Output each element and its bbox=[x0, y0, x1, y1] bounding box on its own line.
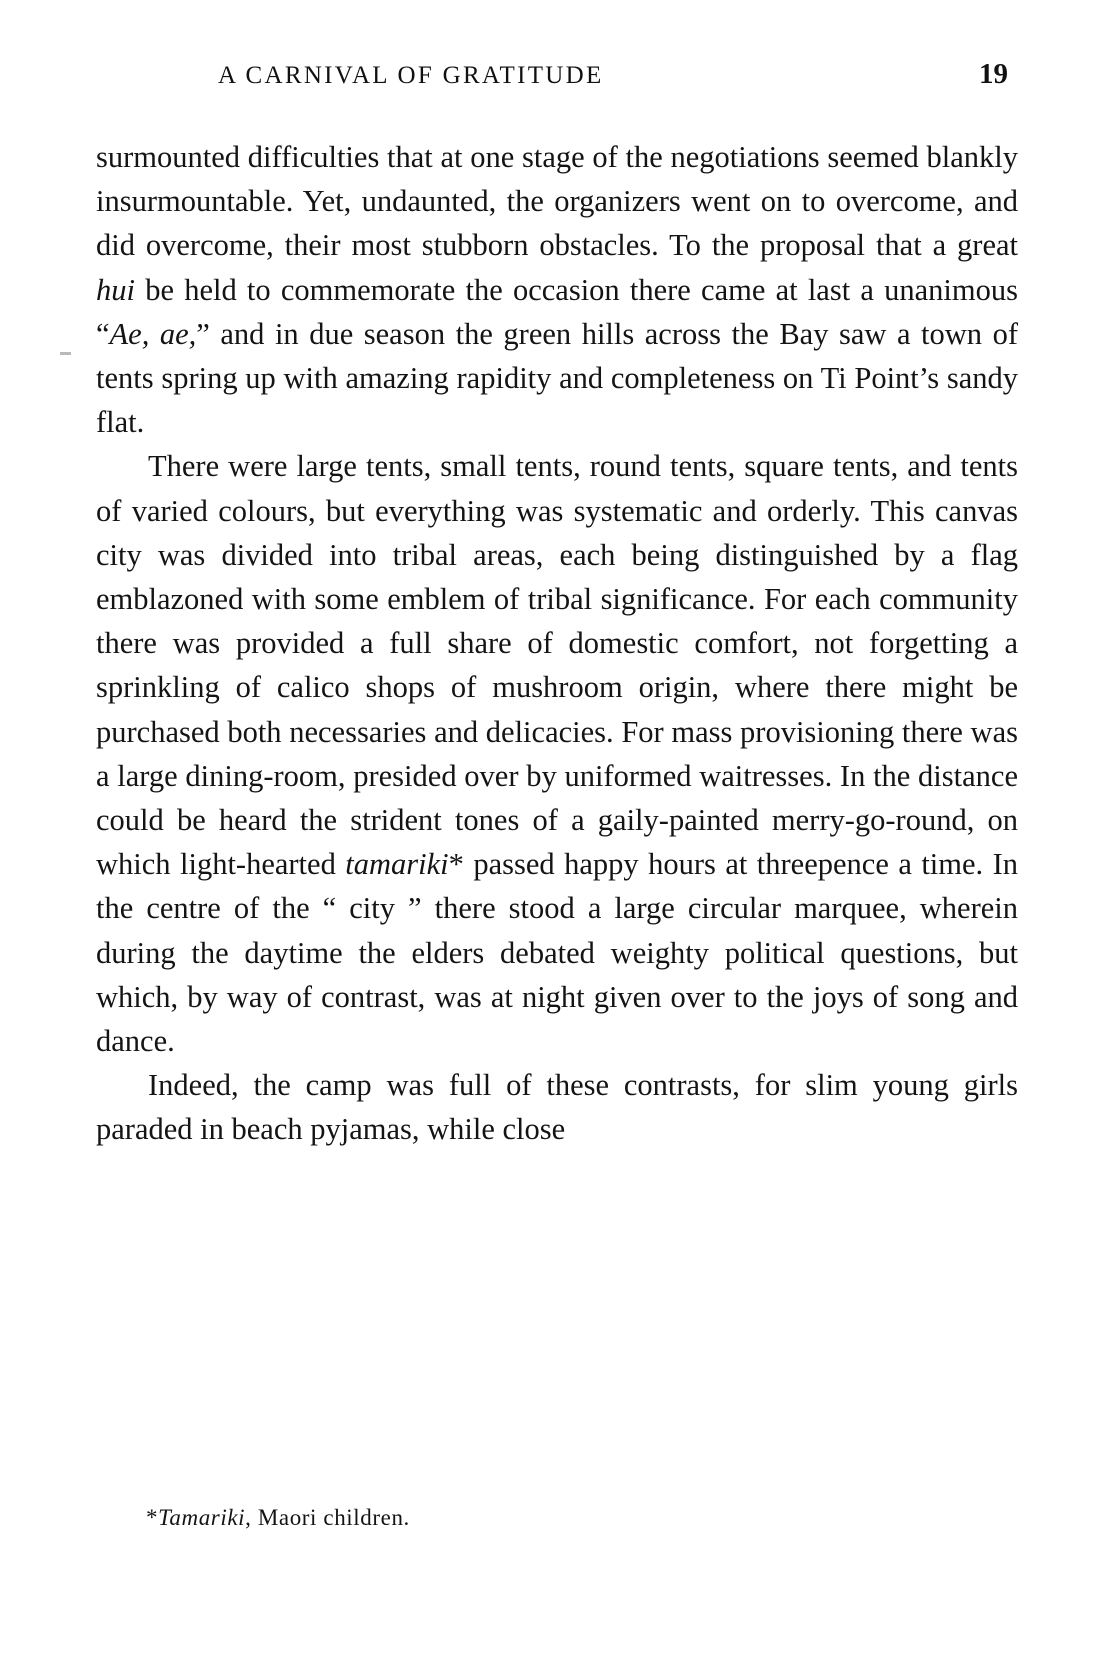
body-text bbox=[96, 135, 1018, 1152]
text-run: ” and in due season the green hills across the Bay saw a town of tents spring up with amazing rapidity and completeness on Ti Point’s sandy flat. bbox=[96, 316, 1018, 440]
body-paragraph bbox=[96, 135, 1018, 444]
text-run: surmounted difficulties that at one stage of the negotiations seemed blankly insurmountable. Yet, undaunted, the organizers went on to overcome, and did overcome, their most stubborn obstacles. To the proposal that a great bbox=[96, 140, 1018, 263]
footnote bbox=[96, 1503, 976, 1533]
text-run: * passed happy hours at threepence a time. In the centre of the “ city ” there stood a large circular marquee, wherein during the daytime the elders debated weighty political questions, but which, by way of contrast, was at night given over to the joys of song and dance. bbox=[96, 847, 1019, 1059]
italic-run: hui bbox=[96, 272, 135, 307]
footnote-term: Tamariki bbox=[158, 1505, 246, 1530]
text-run: be held to commemorate the occasion there came at last a unanimous “ bbox=[96, 272, 1018, 351]
footnote-marker: * bbox=[146, 1505, 159, 1530]
page-number: 19 bbox=[979, 58, 1008, 90]
italic-run: Ae, ae, bbox=[109, 316, 197, 351]
running-head bbox=[96, 58, 1018, 91]
page-edge-mark bbox=[60, 352, 71, 355]
italic-run: tamariki bbox=[345, 847, 449, 882]
text-run: There were large tents, small tents, round tents, square tents, and tents of varied colours, but everything was systematic and orderly. This canvas city was divided into tribal areas, each being distinguished by a flag emblazoned with some emblem of tribal significance. For each community there was provided a full share of domestic comfort, not forgetting a sprinkling of calico shops of mushroom origin, where there might be purchased both necessaries and delicacies. For mass provisioning there was a large dining-room, presided over by uniformed waitresses. In the distance could be heard the strident tones of a gaily-painted merry-go-round, on which light-hearted bbox=[96, 449, 1018, 882]
running-title: A CARNIVAL OF GRATITUDE bbox=[218, 62, 604, 89]
body-paragraph bbox=[96, 444, 1018, 1063]
footnote-definition: , Maori children. bbox=[245, 1505, 410, 1530]
text-run: Indeed, the camp was full of these contrasts, for slim young girls paraded in beach pyjamas, while close bbox=[96, 1068, 1018, 1147]
body-paragraph bbox=[96, 1063, 1018, 1151]
